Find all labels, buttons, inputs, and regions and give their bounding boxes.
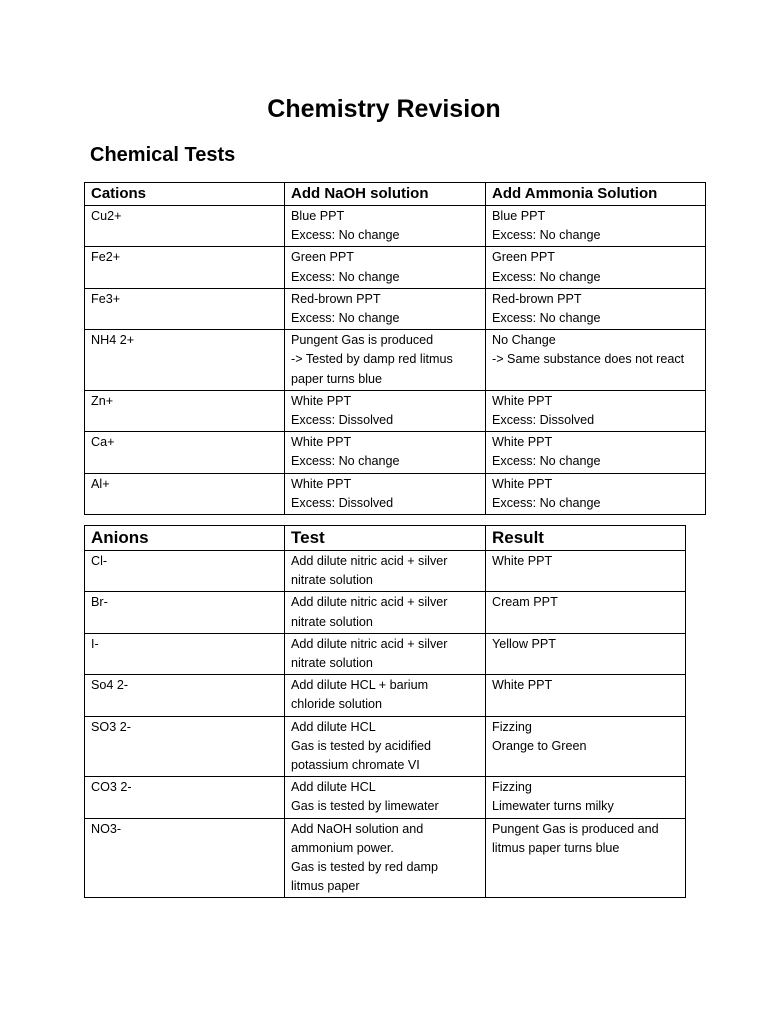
cell-line: Gas is tested by red damp: [291, 860, 438, 875]
cell-ion: Br-: [85, 592, 285, 633]
cell-result: [486, 592, 686, 633]
section-heading: Chemical Tests: [90, 144, 236, 166]
cell-test: [285, 818, 486, 898]
cell-line: Excess: No change: [492, 311, 601, 326]
cell-test: [285, 716, 486, 777]
cell-line: Excess: No change: [291, 454, 400, 469]
cell-ion: CO3 2-: [85, 777, 285, 818]
table-row: [85, 473, 706, 514]
column-header-anions: Anions: [85, 526, 285, 551]
cell-line: Excess: No change: [291, 269, 400, 284]
cell-test: [285, 633, 486, 674]
cell-ammonia: [486, 473, 706, 514]
cell-line: Green PPT: [492, 250, 555, 265]
cell-line: White PPT: [492, 476, 553, 491]
page-title: Chemistry Revision: [267, 95, 501, 123]
column-header-result: Result: [486, 526, 686, 551]
cell-test: [285, 675, 486, 716]
cell-line: Red-brown PPT: [492, 291, 582, 306]
table-row: [85, 432, 706, 473]
cell-line: Excess: No change: [492, 228, 601, 243]
cell-line: Gas is tested by acidified: [291, 738, 432, 753]
cell-ion: Fe3+: [85, 288, 285, 329]
cell-line: nitrate solution: [291, 573, 373, 588]
cell-naoh: [285, 288, 486, 329]
table-row: [85, 777, 686, 818]
cell-naoh: [285, 247, 486, 288]
cell-line: Add dilute nitric acid + silver: [291, 554, 448, 568]
cell-line: nitrate solution: [291, 656, 373, 671]
cell-result: [486, 818, 686, 898]
table-row: [85, 247, 706, 288]
cell-line: No Change: [492, 333, 556, 348]
cell-line: Excess: Dissolved: [291, 413, 394, 428]
cell-result: [486, 777, 686, 818]
table-row: [85, 633, 686, 674]
cell-test: [285, 551, 486, 592]
cell-naoh: [285, 330, 486, 391]
cell-ion: So4 2-: [85, 675, 285, 716]
cell-line: Pungent Gas is produced and: [492, 821, 659, 836]
cell-line: Add NaOH solution and: [291, 821, 424, 836]
cell-line: -> Same substance does not react: [492, 352, 685, 367]
cell-ion: Fe2+: [85, 247, 285, 288]
cell-naoh: [285, 206, 486, 247]
cell-line: Green PPT: [291, 250, 354, 265]
cell-line: Excess: Dissolved: [492, 413, 595, 428]
cell-line: Excess: No change: [492, 269, 601, 284]
cell-ion: NO3-: [85, 818, 285, 898]
cell-line: nitrate solution: [291, 614, 373, 629]
table-row: [85, 551, 686, 592]
cell-ion: Cl-: [85, 551, 285, 592]
cell-line: White PPT: [291, 393, 352, 408]
cell-line: Pungent Gas is produced: [291, 333, 434, 348]
cell-ion: SO3 2-: [85, 716, 285, 777]
cell-naoh: [285, 390, 486, 431]
cell-result: [486, 716, 686, 777]
cell-line: Excess: No change: [492, 454, 601, 469]
cell-line: potassium chromate VI: [291, 758, 420, 773]
cell-line: Add dilute HCL: [291, 780, 376, 795]
cell-result: [486, 551, 686, 592]
table-row: [85, 818, 686, 898]
cell-line: Cream PPT: [492, 595, 558, 610]
cell-line: Red-brown PPT: [291, 291, 381, 306]
column-header-naoh: Add NaOH solution: [285, 183, 486, 206]
cell-line: Gas is tested by limewater: [291, 799, 439, 814]
cell-line: ammonium power.: [291, 840, 394, 855]
cell-line: Add dilute HCL + barium: [291, 678, 429, 693]
table-row: [85, 330, 706, 391]
cell-line: White PPT: [492, 393, 553, 408]
cell-test: [285, 777, 486, 818]
cell-ammonia: [486, 206, 706, 247]
cell-line: Excess: No change: [291, 228, 400, 243]
column-header-test: Test: [285, 526, 486, 551]
cell-line: Fizzing: [492, 719, 532, 734]
cell-line: Add dilute nitric acid + silver: [291, 636, 448, 651]
table-row: [85, 716, 686, 777]
table-row: [85, 288, 706, 329]
cell-ion: Al+: [85, 473, 285, 514]
cell-ion: NH4 2+: [85, 330, 285, 391]
cell-ammonia: [486, 247, 706, 288]
cell-line: -> Tested by damp red litmus: [291, 352, 453, 367]
cell-line: White PPT: [291, 435, 352, 450]
cell-line: Excess: No change: [291, 311, 400, 326]
cell-ammonia: [486, 390, 706, 431]
cell-line: Excess: No change: [492, 495, 601, 510]
cell-line: White PPT: [492, 435, 553, 450]
cell-line: Limewater turns milky: [492, 799, 614, 814]
cell-line: White PPT: [492, 554, 553, 568]
table-header-row: [85, 526, 686, 551]
cell-ion: Zn+: [85, 390, 285, 431]
cell-result: [486, 675, 686, 716]
cell-ammonia: [486, 432, 706, 473]
cell-result: [486, 633, 686, 674]
column-header-cations: Cations: [85, 183, 285, 206]
cell-ion: Cu2+: [85, 206, 285, 247]
cell-line: Excess: Dissolved: [291, 495, 394, 510]
table-row: [85, 592, 686, 633]
cell-line: chloride solution: [291, 697, 383, 712]
column-header-ammonia: Add Ammonia Solution: [486, 183, 706, 206]
cell-line: Add dilute nitric acid + silver: [291, 595, 448, 610]
cell-line: litmus paper: [291, 879, 360, 894]
cell-ion: Ca+: [85, 432, 285, 473]
cell-line: Yellow PPT: [492, 636, 556, 651]
cell-line: Orange to Green: [492, 738, 587, 753]
cell-line: White PPT: [291, 476, 352, 491]
cell-ammonia: [486, 288, 706, 329]
cell-line: Blue PPT: [291, 209, 345, 223]
cell-naoh: [285, 473, 486, 514]
table-row: [85, 675, 686, 716]
table-header-row: [85, 183, 706, 206]
cell-line: White PPT: [492, 678, 553, 693]
cell-ion: I-: [85, 633, 285, 674]
cell-line: Add dilute HCL: [291, 719, 376, 734]
cell-test: [285, 592, 486, 633]
cell-line: Blue PPT: [492, 209, 546, 223]
cell-line: Fizzing: [492, 780, 532, 795]
anions-table: [84, 525, 686, 898]
table-row: [85, 206, 706, 247]
cations-table: [84, 182, 706, 515]
cell-naoh: [285, 432, 486, 473]
cell-line: litmus paper turns blue: [492, 840, 620, 855]
cell-line: paper turns blue: [291, 371, 383, 386]
cell-ammonia: [486, 330, 706, 391]
table-row: [85, 390, 706, 431]
